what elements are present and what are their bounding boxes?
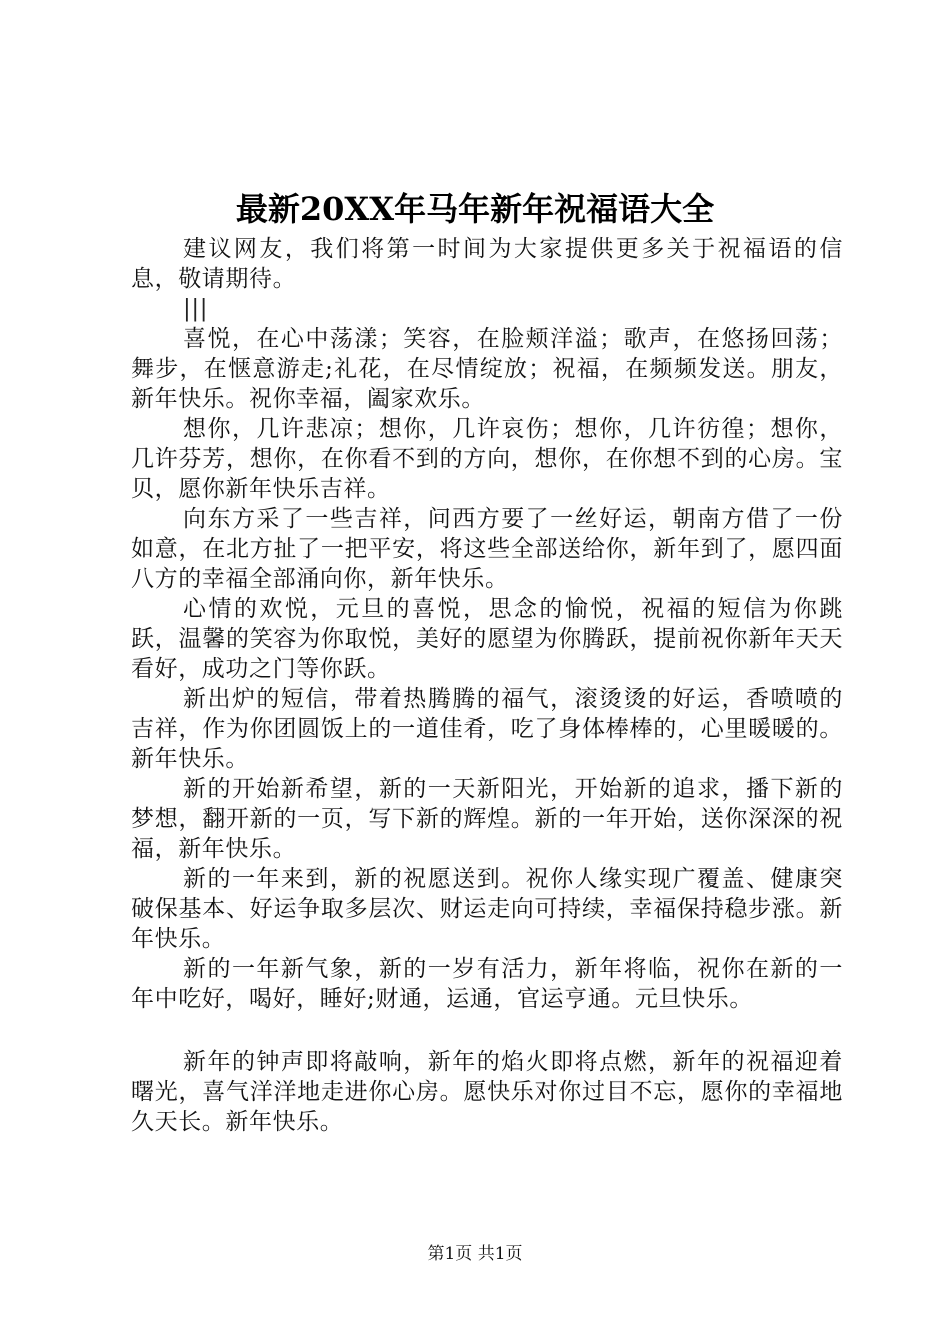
paragraph: 新的开始新希望，新的一天新阳光，开始新的追求，播下新的梦想，翻开新的一页，写下新的辉煌。新的一年开始，送你深深的祝福，新年快乐。 (131, 776, 843, 862)
paragraph: 向东方采了一些吉祥，问西方要了一丝好运，朝南方借了一份如意，在北方扯了一把平安，将这些全部送给你，新年到了，愿四面八方的幸福全部涌向你，新年快乐。 (131, 506, 843, 592)
document-body (131, 234, 843, 1137)
last-paragraph: 新年的钟声即将敲响，新年的焰火即将点燃，新年的祝福迎着曙光，喜气洋洋地走进你心房。愿快乐对你过目不忘，愿你的幸福地久天长。新年快乐。 (131, 1049, 843, 1135)
intro-paragraph: 建议网友，我们将第一时间为大家提供更多关于祝福语的信息，敬请期待。 (131, 236, 843, 292)
paragraph: 新的一年新气象，新的一岁有活力，新年将临，祝你在新的一年中吃好，喝好，睡好;财通，运通，官运亨通。元旦快乐。 (131, 956, 843, 1012)
paragraph: 心情的欢悦，元旦的喜悦，思念的愉悦，祝福的短信为你跳跃，温馨的笑容为你取悦，美好的愿望为你腾跃，提前祝你新年天天看好，成功之门等你跃。 (131, 596, 843, 682)
paragraph: 想你，几许悲凉；想你，几许哀伤；想你，几许彷徨；想你，几许芬芳，想你，在你看不到的方向，想你，在你想不到的心房。宝贝，愿你新年快乐吉祥。 (131, 416, 843, 502)
paragraph: 喜悦，在心中荡漾；笑容，在脸颊洋溢；歌声，在悠扬回荡；舞步，在惬意游走;礼花，在尽情绽放；祝福，在频频发送。朋友，新年快乐。祝你幸福，阖家欢乐。 (131, 326, 843, 412)
page-footer: 第1页 共1页 (427, 1244, 523, 1264)
paragraph: 新的一年来到，新的祝愿送到。祝你人缘实现广覆盖、健康突破保基本、好运争取多层次、财运走向可持续，幸福保持稳步涨。新年快乐。 (131, 866, 843, 952)
paragraph: 新出炉的短信，带着热腾腾的福气，滚烫烫的好运，香喷喷的吉祥，作为你团圆饭上的一道佳肴，吃了身体棒棒的，心里暖暖的。新年快乐。 (131, 686, 843, 772)
separator-line: ||| (183, 296, 209, 322)
paragraph-spacer (131, 1014, 843, 1047)
document-title: 最新20XX年马年新年祝福语大全 (235, 190, 715, 228)
